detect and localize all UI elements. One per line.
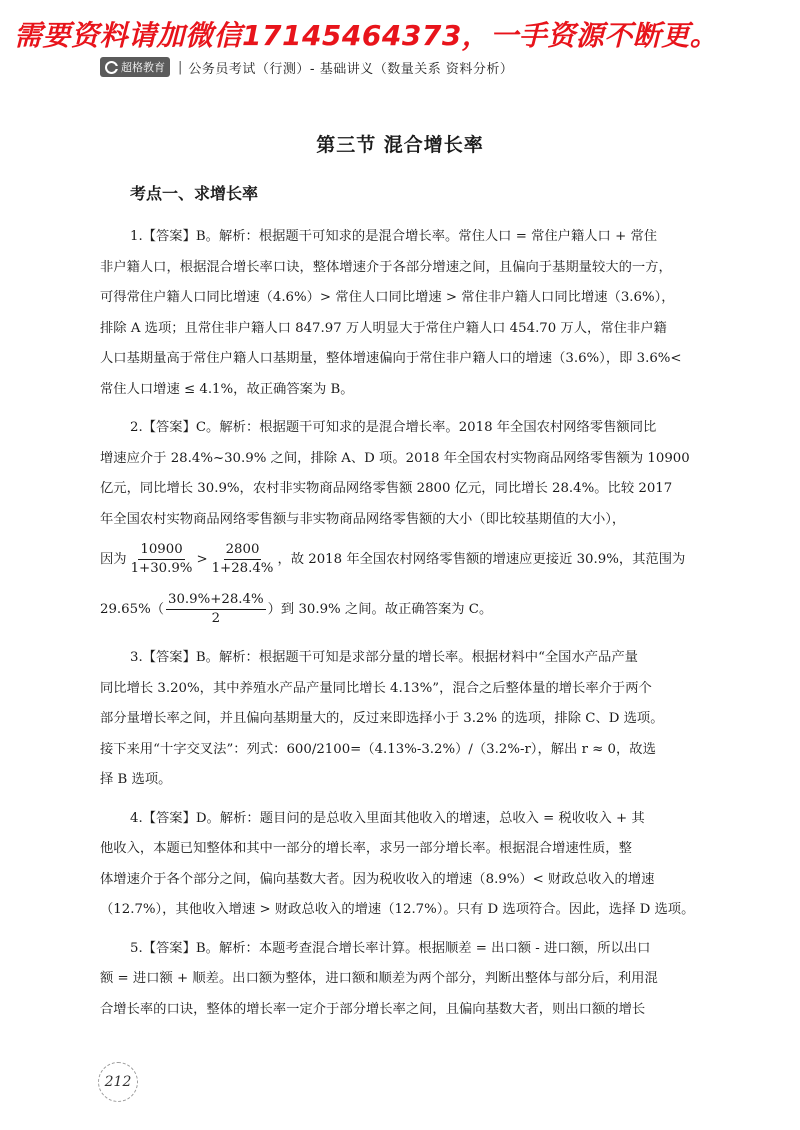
text-line: 他收入，本题已知整体和其中一部分的增长率，求另一部分增长率。根据混合增速性质，整 [100, 841, 632, 856]
sub-heading: 考点一、求增长率 [130, 184, 259, 203]
text-line: 排除 A 选项；且常住非户籍人口 847.97 万人明显大于常住户籍人口 454.70 万人，常住非户籍 [100, 320, 667, 336]
answer-paragraph-4 [100, 804, 740, 926]
answer-paragraph-1 [100, 222, 740, 405]
answer-explanations [100, 222, 740, 1033]
fraction-denominator: 1+30.9% [130, 561, 193, 576]
page-number: 212 [98, 1062, 138, 1102]
text-line: 1.【答案】B。解析：根据题干可知求的是混合增长率。常住人口 = 常住户籍人口 + 常住 [130, 229, 658, 244]
text-line: 4.【答案】D。解析：题目问的是总收入里面其他收入的增速，总收入 = 税收收入 + 其 [130, 810, 645, 826]
fraction-1 [129, 541, 195, 578]
text-line: 亿元，同比增长 30.9%，农村非实物商品网络零售额 2800 亿元，同比增长 28.4%。比较 2017 [100, 481, 673, 496]
text-line: 同比增长 3.20%，其中养殖水产品产量同比增长 4.13%”，混合之后整体量的增长率介于两个 [100, 680, 652, 696]
text-line: （12.7%），其他收入增速 > 财政总收入的增速（12.7%）。只有 D 选项符合。因此，选择 D 选项。 [100, 902, 695, 917]
text-line: 合增长率的口诀，整体的增长率一定介于部分增长率之间，且偏向基数大者，则出口额的增长 [100, 1001, 646, 1017]
text-line: 3.【答案】B。解析：根据题干可知是求部分量的增长率。根据材料中“全国水产品产量 [130, 650, 638, 665]
header-separator: | [178, 59, 183, 75]
fraction-denominator: 1+28.4% [211, 561, 274, 576]
math-prefix: 29.65%（ [100, 602, 164, 617]
text-line: 部分量增长率之间，并且偏向基期量大的，反过来即选择小于 3.2% 的选项，排除 C、D 选项。 [100, 711, 664, 726]
logo-text: 超格教育 [121, 61, 165, 74]
section-title: 第三节 混合增长率 [316, 134, 484, 156]
text-line: 非户籍人口，根据混合增长率口诀，整体增速介于各部分增速之间，且偏向于基期量较大的一方， [100, 259, 672, 275]
text-line: 2.【答案】C。解析：根据题干可知求的是混合增长率。2018 年全国农村网络零售额同比 [130, 420, 657, 435]
fraction-denominator: 2 [211, 611, 221, 626]
text-line: 体增速介于各个部分之间，偏向基数大者。因为税收收入的增速（8.9%）< 财政总收入的增速 [100, 871, 655, 887]
text-line: 人口基期量高于常住户籍人口基期量，整体增速偏向于常住非户籍人口的增速（3.6%），即 3.6%< [100, 351, 682, 366]
book-title: 公务员考试（行测）- 基础讲义（数量关系 资料分析） [188, 61, 514, 77]
text-line: 额 = 进口额 + 顺差。出口额为整体，进口额和顺差为两个部分，判断出整体与部分后，利用混 [100, 971, 658, 986]
text-line: 接下来用“十字交叉法”：列式：600/2100=（4.13%-3.2%）/（3.2%-r），解出 r ≈ 0，故选 [100, 741, 656, 757]
fraction-numerator: 10900 [138, 541, 184, 560]
text-line: 5.【答案】B。解析：本题考查混合增长率计算。根据顺差 = 出口额 - 进口额，所以出口 [130, 940, 651, 956]
answer-paragraph-3 [100, 643, 740, 796]
publisher-logo [100, 57, 170, 77]
running-header [100, 56, 513, 78]
answer-paragraph-5 [100, 934, 740, 1026]
math-operator: > [196, 552, 208, 567]
answer-paragraph-2 [100, 413, 740, 635]
math-suffix: ，故 2018 年全国农村网络零售额的增速应更接近 30.9%，其范围为 [277, 552, 686, 567]
fraction-comparison-line [100, 535, 740, 585]
text-line: 可得常住户籍人口同比增速（4.6%）> 常住人口同比增速 > 常住非户籍人口同比增速（3.6%）， [100, 290, 675, 305]
text-line: 年全国农村实物商品网络零售额与非实物商品网络零售额的大小（即比较基期值的大小）， [100, 511, 626, 527]
text-line: 增速应介于 28.4%~30.9% 之间，排除 A、D 项。2018 年全国农村实物商品网络零售额为 10900 [100, 450, 690, 466]
fraction-average [166, 591, 266, 628]
fraction-2 [210, 541, 276, 578]
text-line: 择 B 选项。 [100, 772, 172, 787]
text-line: 常住人口增速 ≤ 4.1%，故正确答案为 B。 [100, 381, 354, 397]
watermark-banner: 需要资料请加微信17145464373，一手资源不断更。 [14, 19, 719, 52]
logo-icon [105, 61, 118, 74]
math-suffix: ）到 30.9% 之间。故正确答案为 C。 [267, 602, 493, 617]
fraction-numerator: 2800 [224, 541, 262, 560]
math-prefix: 因为 [100, 552, 127, 567]
fraction-numerator: 30.9%+28.4% [166, 591, 266, 610]
range-line [100, 585, 740, 635]
